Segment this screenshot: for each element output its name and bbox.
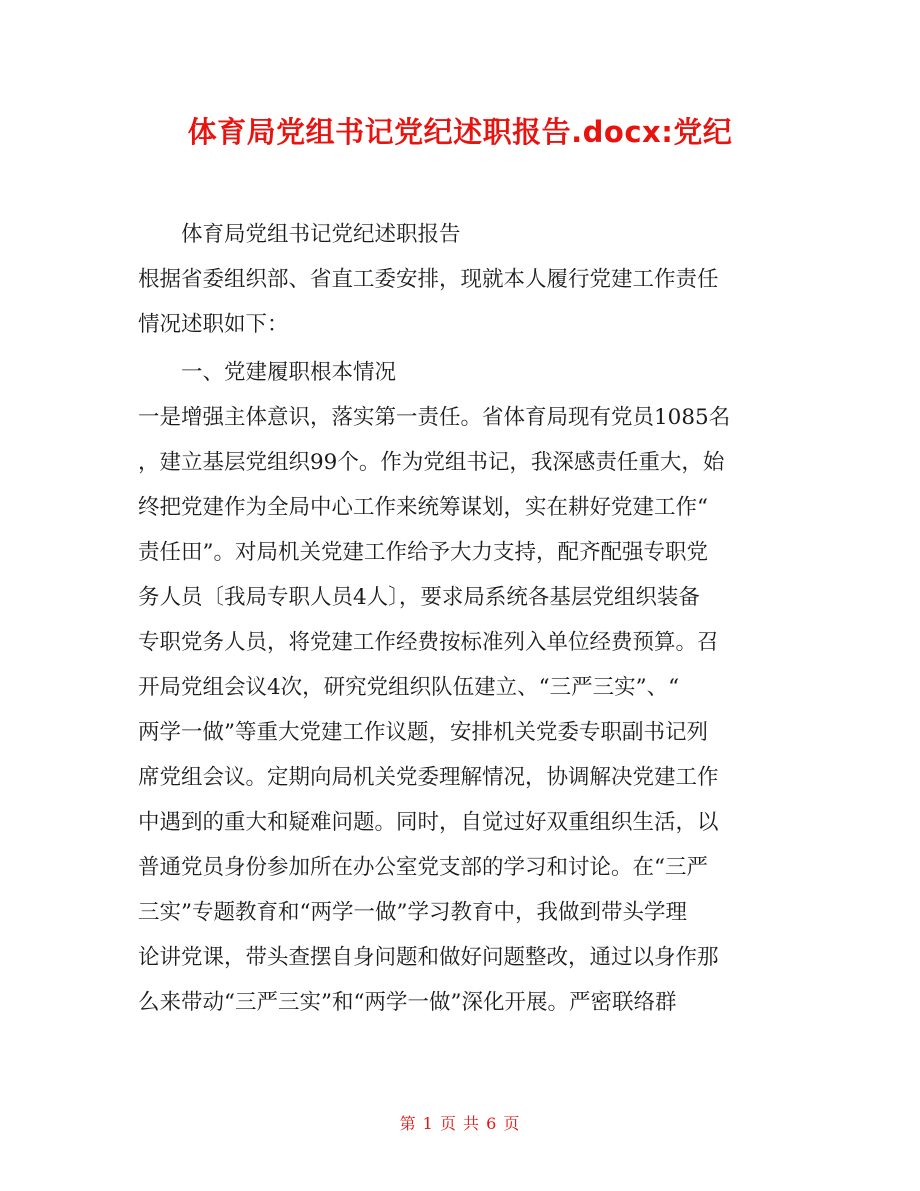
paragraph-line: 责任田”。对局机关党建工作给予大力支持，配齐配强专职党 <box>138 540 708 565</box>
paragraph-line: 席党组会议。定期向局机关党委理解情况，协调解决党建工作 <box>138 765 719 790</box>
page-number-footer: 第 1 页 共 6 页 <box>399 1114 521 1133</box>
paragraph-line: ，建立基层党组织99个。作为党组书记，我深感责任重大，始 <box>138 450 725 475</box>
paragraph-line: 么来带动“三严三实”和“两学一做”深化开展。严密联络群 <box>138 990 677 1015</box>
paragraph-line: 务人员〔我局专职人员4人〕，要求局系统各基层党组织装备 <box>138 585 700 610</box>
paragraph-line: 中遇到的重大和疑难问题。同时，自觉过好双重组织生活，以 <box>138 810 719 835</box>
document-title: 体育局党组书记党纪述职报告.docx:党纪 <box>187 115 733 149</box>
paragraph-line: 一是增强主体意识，落实第一责任。省体育局现有党员1085名 <box>138 405 731 430</box>
document-body <box>138 212 788 1025</box>
paragraph-line: 情况述职如下： <box>138 312 289 337</box>
paragraph-line: 开局党组会议4次，研究党组织队伍建立、“三严三实”、“ <box>138 675 680 700</box>
paragraph-line: 论讲党课，带头查摆自身问题和做好问题整改，通过以身作那 <box>138 945 719 970</box>
paragraph-line: 终把党建作为全局中心工作来统筹谋划，实在耕好党建工作“ <box>138 495 708 520</box>
paragraph-line: 两学一做”等重大党建工作议题，安排机关党委专职副书记列 <box>138 720 708 745</box>
paragraph-line: 专职党务人员，将党建工作经费按标准列入单位经费预算。召 <box>138 630 719 655</box>
document-subtitle: 体育局党组书记党纪述职报告 <box>181 222 461 247</box>
section-heading: 一、党建履职根本情况 <box>181 360 397 385</box>
paragraph-line: 根据省委组织部、省直工委安排，现就本人履行党建工作责任 <box>138 267 719 292</box>
paragraph-line: 三实”专题教育和“两学一做”学习教育中，我做到带头学理 <box>138 900 687 925</box>
paragraph-line: 普通党员身份参加所在办公室党支部的学习和讨论。在“三严 <box>138 855 708 880</box>
